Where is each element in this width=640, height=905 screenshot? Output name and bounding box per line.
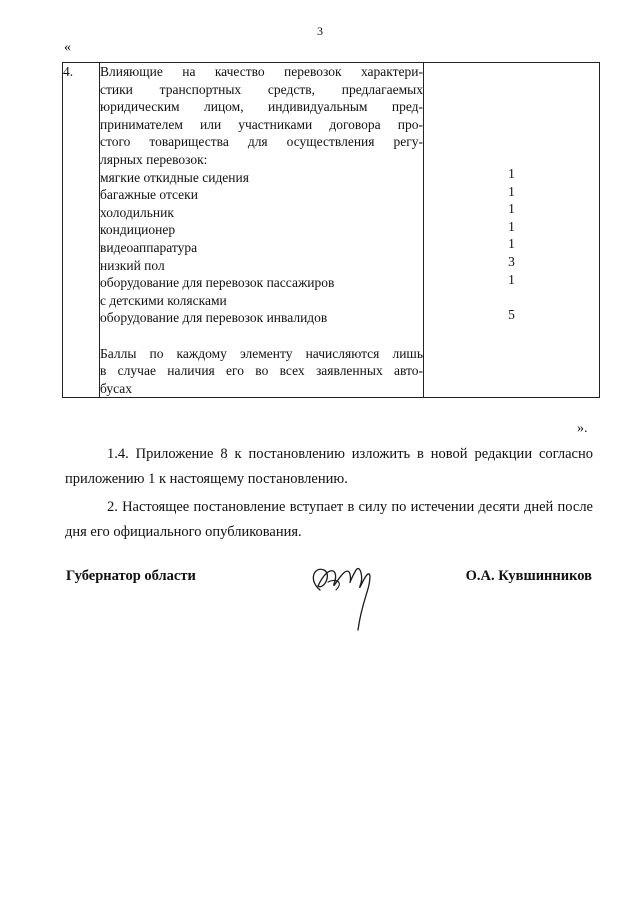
item-label: видеоаппаратура <box>100 239 198 255</box>
item-label: с детскими колясками <box>100 292 227 308</box>
description-line: стого товарищества для осуществления регу- <box>100 134 423 150</box>
item-label: низкий пол <box>100 257 165 273</box>
description-line: стики транспортных средств, предлагаемых <box>100 81 423 97</box>
item-label: мягкие откидные сидения <box>100 169 249 185</box>
criteria-table <box>62 62 600 398</box>
description-line: лярных перевозок: <box>100 151 208 167</box>
paragraph-appendix-amendment: 1.4. Приложение 8 к постановлению изложить в новой редакции согласно приложению 1 к настоящему постановлению. <box>65 446 593 487</box>
item-label: кондиционер <box>100 222 176 238</box>
description-line: принимателем или участниками договора про- <box>100 116 423 132</box>
opening-quote: « <box>64 40 71 55</box>
description-line: Влияющие на качество перевозок характери- <box>100 64 423 79</box>
note-line: в случае наличия его во всех заявленных авто- <box>100 363 423 379</box>
item-score: 1 <box>508 201 515 217</box>
paragraph-entry-into-force: 2. Настоящее постановление вступает в силу по истечении десяти дней после дня его официального опубликования. <box>65 499 593 540</box>
score-column <box>424 63 600 398</box>
table-row <box>63 63 600 398</box>
item-score: 1 <box>508 271 515 287</box>
signer-name: О.А. Кувшинников <box>465 568 592 584</box>
criteria-description <box>100 63 424 398</box>
item-score: 1 <box>508 183 515 199</box>
signature-block <box>66 568 592 648</box>
item-score: 3 <box>508 253 515 269</box>
handwritten-signature <box>306 560 396 632</box>
signer-title: Губернатор области <box>66 568 196 584</box>
description-line: юридическим лицом, индивидуальным пред- <box>100 99 423 115</box>
row-number: 4. <box>63 63 100 398</box>
item-label: оборудование для перевозок инвалидов <box>100 310 328 326</box>
item-score: 1 <box>508 218 515 234</box>
page-number: 3 <box>317 24 323 38</box>
item-label: багажные отсеки <box>100 187 198 203</box>
item-score: 1 <box>508 236 515 252</box>
item-score: 1 <box>508 166 515 181</box>
item-label: холодильник <box>100 204 174 220</box>
item-score: 5 <box>508 306 515 322</box>
closing-quote: ». <box>577 421 588 436</box>
note-line: Баллы по каждому элементу начисляются лишь <box>100 345 423 361</box>
item-score <box>424 288 599 306</box>
note-line: бусах <box>100 380 133 396</box>
item-label: оборудование для перевозок пассажиров <box>100 275 335 291</box>
